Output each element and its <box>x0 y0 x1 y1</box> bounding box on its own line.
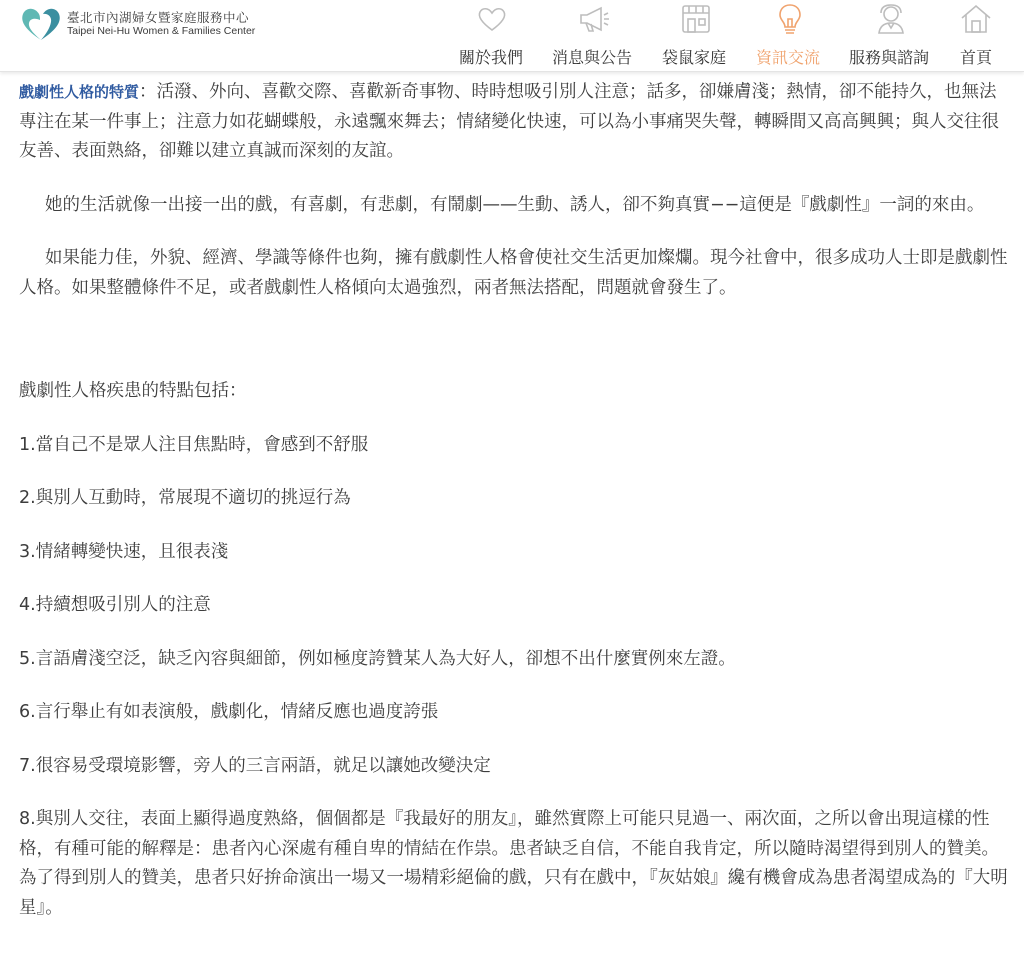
logo-title-en: Taipei Nei-Hu Women & Families Center <box>67 25 256 38</box>
paragraph-traits <box>19 78 1009 167</box>
list-item: 7.很容易受環境影響，旁人的三言兩語，就足以讓她改變決定 <box>19 755 491 776</box>
spacer <box>19 327 1009 377</box>
megaphone-icon[interactable] <box>577 2 611 36</box>
nav-info-exchange[interactable]: 資訊交流 <box>756 48 821 67</box>
heart-icon[interactable] <box>475 2 509 36</box>
nav-services[interactable]: 服務與諮詢 <box>849 48 930 67</box>
list-item: 5.言語膚淺空泛，缺乏內容與細節，例如極度誇贊某人為大好人，卻想不出什麼實例來左證。 <box>19 648 736 669</box>
paragraph-lead: 戲劇性人格的特質 <box>19 83 140 101</box>
home-icon[interactable] <box>959 2 993 36</box>
consultant-icon[interactable] <box>874 2 908 36</box>
list-item: 6.言行舉止有如表演般，戲劇化，情緒反應也過度誇張 <box>19 702 439 722</box>
article-body <box>19 78 1009 947</box>
nav-kangaroo-family[interactable]: 袋鼠家庭 <box>662 48 727 67</box>
nav-about[interactable]: 關於我們 <box>459 48 524 67</box>
list-item: 2.與別人互動時，常展現不適切的挑逗行為 <box>19 488 351 508</box>
main-nav <box>0 45 1024 69</box>
list-item: 4.持續想吸引別人的注意 <box>19 595 211 615</box>
list-item: 1.當自己不是眾人注目焦點時，會感到不舒服 <box>19 434 369 455</box>
site-header <box>0 0 1024 72</box>
paragraph-origin: 她的生活就像一出接一出的戲，有喜劇，有悲劇，有鬧劇——生動、誘人，卻不夠真實−−這便是『戲劇性』一詞的來由。 <box>45 194 985 215</box>
paragraph-text: ：活潑、外向、喜歡交際、喜歡新奇事物、時時想吸引別人注意；話多，卻嫌膚淺；熱情，卻不能持久，也無法專注在某一件事上；注意力如花蝴蝶般，永遠飄來舞去；情緒變化快速，可以為小事痛哭失聲，轉瞬間又高高興興；與人交往很友善、表面熟絡，卻難以建立真誠而深刻的友誼。 <box>19 82 999 161</box>
nav-icon-row <box>0 2 1024 36</box>
nav-home[interactable]: 首頁 <box>960 48 993 67</box>
paragraph-social: 如果能力佳，外貌、經濟、學識等條件也夠，擁有戲劇性人格會使社交生活更加燦爛。現今社會中，很多成功人士即是戲劇性人格。如果整體條件不足，或者戲劇性人格傾向太過強烈，兩者無法搭配，問題就會發生了。 <box>19 248 1008 298</box>
list-item: 8.與別人交往，表面上顯得過度熟絡，個個都是『我最好的朋友』，雖然實際上可能只見過一、兩次面，之所以會出現這樣的性格，有種可能的解釋是：患者內心深處有種自卑的情結在作祟。患者缺乏自信，不能自我肯定，所以隨時渴望得到別人的贊美。為了得到別人的贊美，患者只好拚命演出一場又一場精彩絕倫的戲，只有在戲中，『灰姑娘』纔有機會成為患者渴望成為的『大明星』。 <box>19 809 1008 918</box>
logo-title-zh: 臺北市內湖婦女暨家庭服務中心 <box>67 9 250 25</box>
lightbulb-icon[interactable] <box>773 2 807 36</box>
list-item: 3.情緒轉變快速，且很表淺 <box>19 541 229 562</box>
list-title: 戲劇性人格疾患的特點包括： <box>19 381 247 401</box>
nav-news[interactable]: 消息與公告 <box>552 48 633 67</box>
store-icon[interactable] <box>679 2 713 36</box>
